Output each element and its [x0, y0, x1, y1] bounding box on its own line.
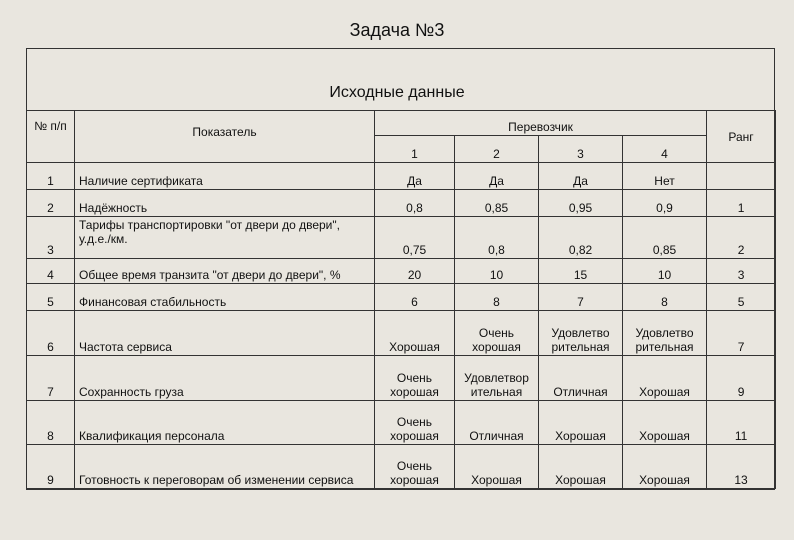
table-row [27, 356, 776, 401]
row-carrier-2: Хорошая [455, 445, 539, 489]
row-label: Наличие сертификата [75, 163, 375, 190]
row-label: Финансовая стабильность [75, 284, 375, 311]
row-carrier-2: 8 [455, 284, 539, 311]
row-carrier-2: Удовлетвор ительная [455, 356, 539, 401]
table-row [27, 311, 776, 356]
table-row [27, 217, 776, 259]
header-carrier-2: 2 [455, 136, 539, 163]
header-carrier-3: 3 [539, 136, 623, 163]
row-rank: 2 [707, 217, 776, 259]
row-carrier-3: 0,82 [539, 217, 623, 259]
row-carrier-4: 0,85 [623, 217, 707, 259]
row-rank: 5 [707, 284, 776, 311]
row-carrier-2: 0,85 [455, 190, 539, 217]
row-num: 6 [27, 311, 75, 356]
header-rank: Ранг [707, 111, 776, 163]
row-carrier-4: Нет [623, 163, 707, 190]
row-carrier-2: Отличная [455, 401, 539, 445]
table-row [27, 190, 776, 217]
row-num: 1 [27, 163, 75, 190]
row-rank: 11 [707, 401, 776, 445]
table-row [27, 259, 776, 284]
row-carrier-3: Хорошая [539, 445, 623, 489]
row-carrier-1: Да [375, 163, 455, 190]
row-rank [707, 163, 776, 190]
row-label: Общее время транзита "от двери до двери", % [75, 259, 375, 284]
row-rank: 1 [707, 190, 776, 217]
table-row [27, 284, 776, 311]
row-carrier-4: Удовлетво рительная [623, 311, 707, 356]
row-label: Надёжность [75, 190, 375, 217]
source-data-table [26, 110, 776, 489]
row-num: 8 [27, 401, 75, 445]
row-carrier-1: Очень хорошая [375, 445, 455, 489]
row-carrier-3: 0,95 [539, 190, 623, 217]
row-rank: 9 [707, 356, 776, 401]
row-carrier-4: 8 [623, 284, 707, 311]
row-label: Сохранность груза [75, 356, 375, 401]
row-label: Готовность к переговорам об изменении сервиса [75, 445, 375, 489]
row-num: 3 [27, 217, 75, 259]
row-label: Квалификация персонала [75, 401, 375, 445]
table-row [27, 163, 776, 190]
row-num: 2 [27, 190, 75, 217]
row-carrier-2: Да [455, 163, 539, 190]
table-caption: Исходные данные [329, 84, 465, 101]
row-label: Тарифы транспортировки "от двери до двери", у.д.е./км. [75, 217, 375, 259]
header-carrier-1: 1 [375, 136, 455, 163]
table-row [27, 401, 776, 445]
row-carrier-4: 10 [623, 259, 707, 284]
table-row [27, 445, 776, 489]
row-carrier-1: 0,75 [375, 217, 455, 259]
row-rank: 3 [707, 259, 776, 284]
row-carrier-3: Хорошая [539, 401, 623, 445]
row-carrier-2: Очень хорошая [455, 311, 539, 356]
row-carrier-4: Хорошая [623, 356, 707, 401]
header-num: № п/п [27, 111, 75, 163]
page-title: Задача №3 [349, 20, 445, 40]
row-carrier-1: Очень хорошая [375, 401, 455, 445]
row-carrier-3: Удовлетво рительная [539, 311, 623, 356]
header-carrier-4: 4 [623, 136, 707, 163]
row-carrier-4: 0,9 [623, 190, 707, 217]
row-carrier-1: Хорошая [375, 311, 455, 356]
row-rank: 13 [707, 445, 776, 489]
row-carrier-1: 6 [375, 284, 455, 311]
row-carrier-2: 0,8 [455, 217, 539, 259]
row-label: Частота сервиса [75, 311, 375, 356]
header-carrier: Перевозчик [375, 111, 707, 136]
row-num: 9 [27, 445, 75, 489]
row-carrier-3: 7 [539, 284, 623, 311]
row-num: 4 [27, 259, 75, 284]
header-indicator: Показатель [75, 111, 375, 163]
row-carrier-3: 15 [539, 259, 623, 284]
row-carrier-1: Очень хорошая [375, 356, 455, 401]
row-carrier-4: Хорошая [623, 445, 707, 489]
row-carrier-2: 10 [455, 259, 539, 284]
row-rank: 7 [707, 311, 776, 356]
row-carrier-3: Да [539, 163, 623, 190]
row-num: 7 [27, 356, 75, 401]
row-carrier-4: Хорошая [623, 401, 707, 445]
row-carrier-1: 20 [375, 259, 455, 284]
row-carrier-3: Отличная [539, 356, 623, 401]
row-carrier-1: 0,8 [375, 190, 455, 217]
row-num: 5 [27, 284, 75, 311]
